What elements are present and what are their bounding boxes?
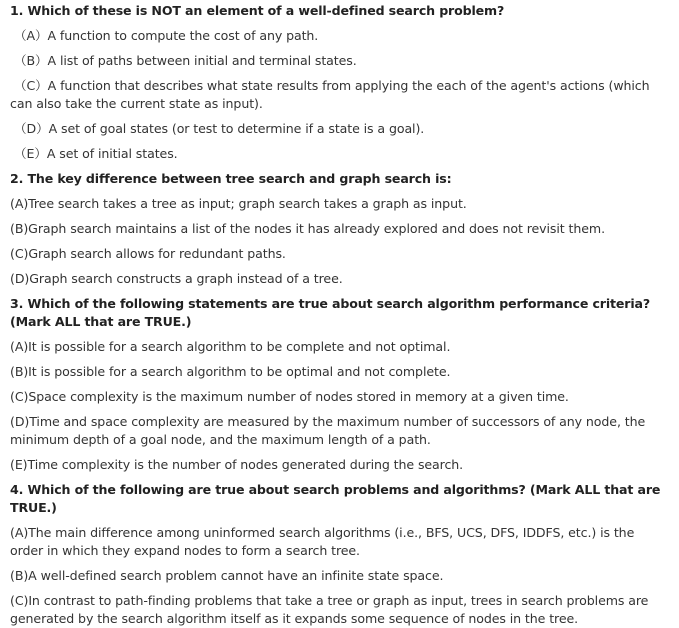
- question-4-option-a: (A)The main difference among uninformed search algorithms (i.e., BFS, UCS, DFS, IDDFS, etc.) is the order in which they expand nodes to form a search tree.: [10, 525, 635, 558]
- question-3-option-e: (E)Time complexity is the number of nodes generated during the search.: [10, 457, 464, 472]
- question-1-option-e: （E）A set of initial states.: [14, 146, 178, 161]
- question-2-option-d: (D)Graph search constructs a graph instead of a tree.: [10, 271, 343, 286]
- question-3-option-d: (D)Time and space complexity are measured by the maximum number of successors of any node, the minimum depth of a goal node, and the maximum length of a path.: [10, 414, 646, 447]
- question-1-option-c-text: （C）A function that describes what state results from applying the each of the agent's actions (which can also take the current state as input).: [10, 78, 650, 111]
- question-4-option-b: (B)A well-defined search problem cannot have an infinite state space.: [10, 568, 444, 583]
- question-4-option-c: (C)In contrast to path-finding problems that take a tree or graph as input, trees in search problems are generated by the search algorithm itself as it expands some sequence of nodes in the tree.: [10, 593, 649, 626]
- question-3-text: 3. Which of the following statements are true about search algorithm performance criteria? (Mark ALL that are TRUE.): [10, 296, 651, 329]
- question-1-option-c: [10, 77, 669, 113]
- question-2-option-b: (B)Graph search maintains a list of the nodes it has already explored and does not revisit them.: [10, 221, 605, 236]
- question-1-option-a: （A）A function to compute the cost of any path.: [14, 28, 319, 43]
- question-3-option-b: (B)It is possible for a search algorithm to be optimal and not complete.: [10, 364, 451, 379]
- question-1-option-b: （B）A list of paths between initial and terminal states.: [14, 53, 357, 68]
- question-2-option-a: (A)Tree search takes a tree as input; graph search takes a graph as input.: [10, 196, 467, 211]
- question-1-option-d: （D）A set of goal states (or test to determine if a state is a goal).: [14, 121, 425, 136]
- question-2-text: 2. The key difference between tree search and graph search is:: [10, 171, 452, 186]
- question-3-option-a: (A)It is possible for a search algorithm to be complete and not optimal.: [10, 339, 451, 354]
- question-3-option-c: (C)Space complexity is the maximum number of nodes stored in memory at a given time.: [10, 389, 569, 404]
- question-2-option-c: (C)Graph search allows for redundant paths.: [10, 246, 286, 261]
- question-4-text: 4. Which of the following are true about search problems and algorithms? (Mark ALL that are TRUE.): [10, 482, 661, 515]
- question-1-text: 1. Which of these is NOT an element of a well-defined search problem?: [10, 3, 505, 18]
